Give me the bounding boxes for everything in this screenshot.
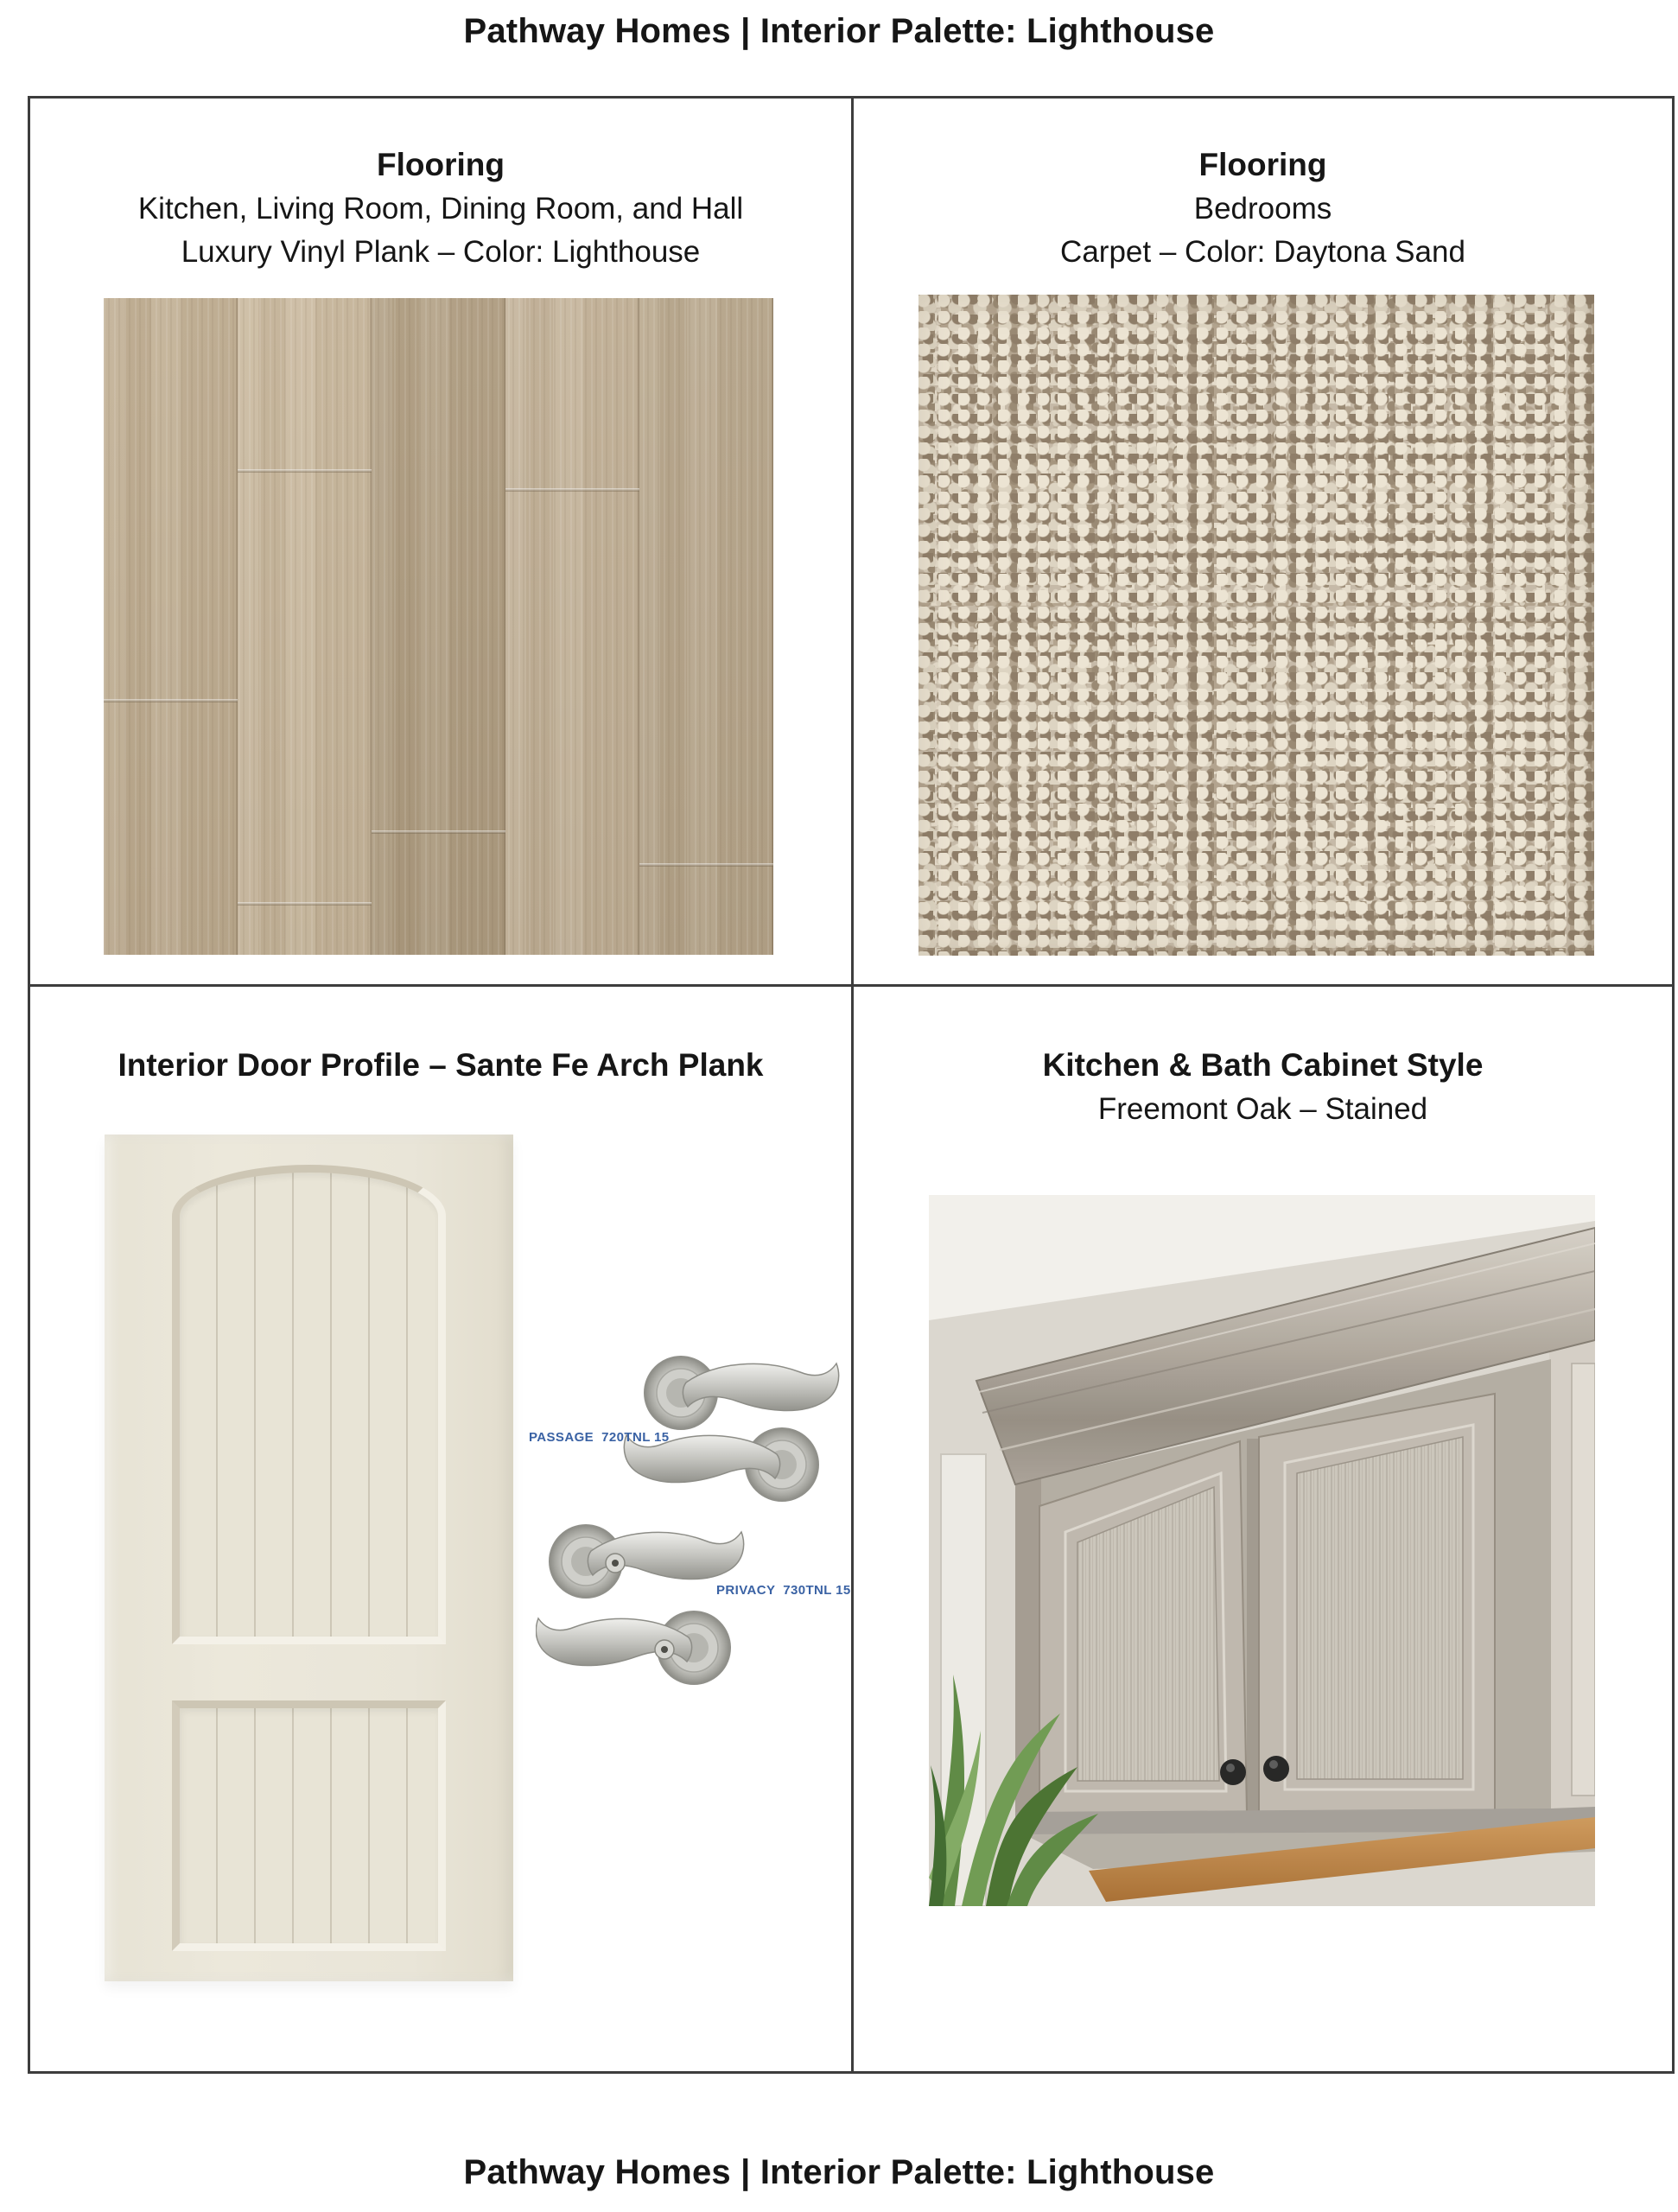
door-upper-arch-panel <box>172 1165 446 1644</box>
cabinet-style-subheading: Freemont Oak – Stained <box>1097 1092 1428 1126</box>
lvp-swatch-image <box>104 298 773 955</box>
privacy-lock-button-icon <box>655 1640 674 1659</box>
passage-lever-icon <box>645 1357 839 1429</box>
cell-flooring-main <box>30 99 854 987</box>
plank-seam <box>372 830 505 834</box>
privacy-lever-icon <box>550 1525 744 1598</box>
flooring-bedrooms-heading: Flooring <box>1198 147 1327 182</box>
door-hardware-image <box>536 1332 847 1816</box>
flooring-bedrooms-product: Carpet – Color: Daytona Sand <box>1060 235 1465 269</box>
carpet-swatch-image <box>918 295 1594 956</box>
door-lower-panel <box>172 1700 446 1951</box>
cell-flooring-bedrooms <box>854 99 1672 987</box>
cabinet-photo-image <box>929 1195 1595 1906</box>
flooring-main-rooms: Kitchen, Living Room, Dining Room, and Hall <box>137 192 744 226</box>
flooring-main-product: Luxury Vinyl Plank – Color: Lighthouse <box>181 235 701 269</box>
flooring-bedrooms-rooms: Bedrooms <box>1193 192 1332 226</box>
privacy-lever-mirrored-icon <box>536 1611 730 1684</box>
header-title: Pathway Homes | Interior Palette: Lighthouse <box>463 12 1215 50</box>
plank-seam <box>639 863 773 867</box>
passage-handle-label: PASSAGE 720TNL 15 <box>529 1430 670 1445</box>
plank-seam <box>238 469 372 473</box>
palette-table <box>28 96 1675 2074</box>
privacy-lock-button-icon <box>606 1554 625 1573</box>
privacy-handle-label: PRIVACY 730TNL 15 <box>716 1583 851 1598</box>
door-profile-heading: Interior Door Profile – Sante Fe Arch Plank <box>118 1047 764 1083</box>
plank-seam <box>505 488 639 492</box>
flooring-main-heading: Flooring <box>377 147 505 182</box>
photo-tone-overlay <box>929 1195 1595 1906</box>
cell-cabinet-style <box>854 987 1672 2071</box>
footer-title: Pathway Homes | Interior Palette: Lighthouse <box>463 2153 1215 2191</box>
plank-seam <box>238 902 372 906</box>
plank-seam <box>104 699 238 702</box>
cell-door-profile <box>30 987 854 2071</box>
door-image <box>105 1135 513 1981</box>
cabinet-style-heading: Kitchen & Bath Cabinet Style <box>1042 1047 1484 1083</box>
